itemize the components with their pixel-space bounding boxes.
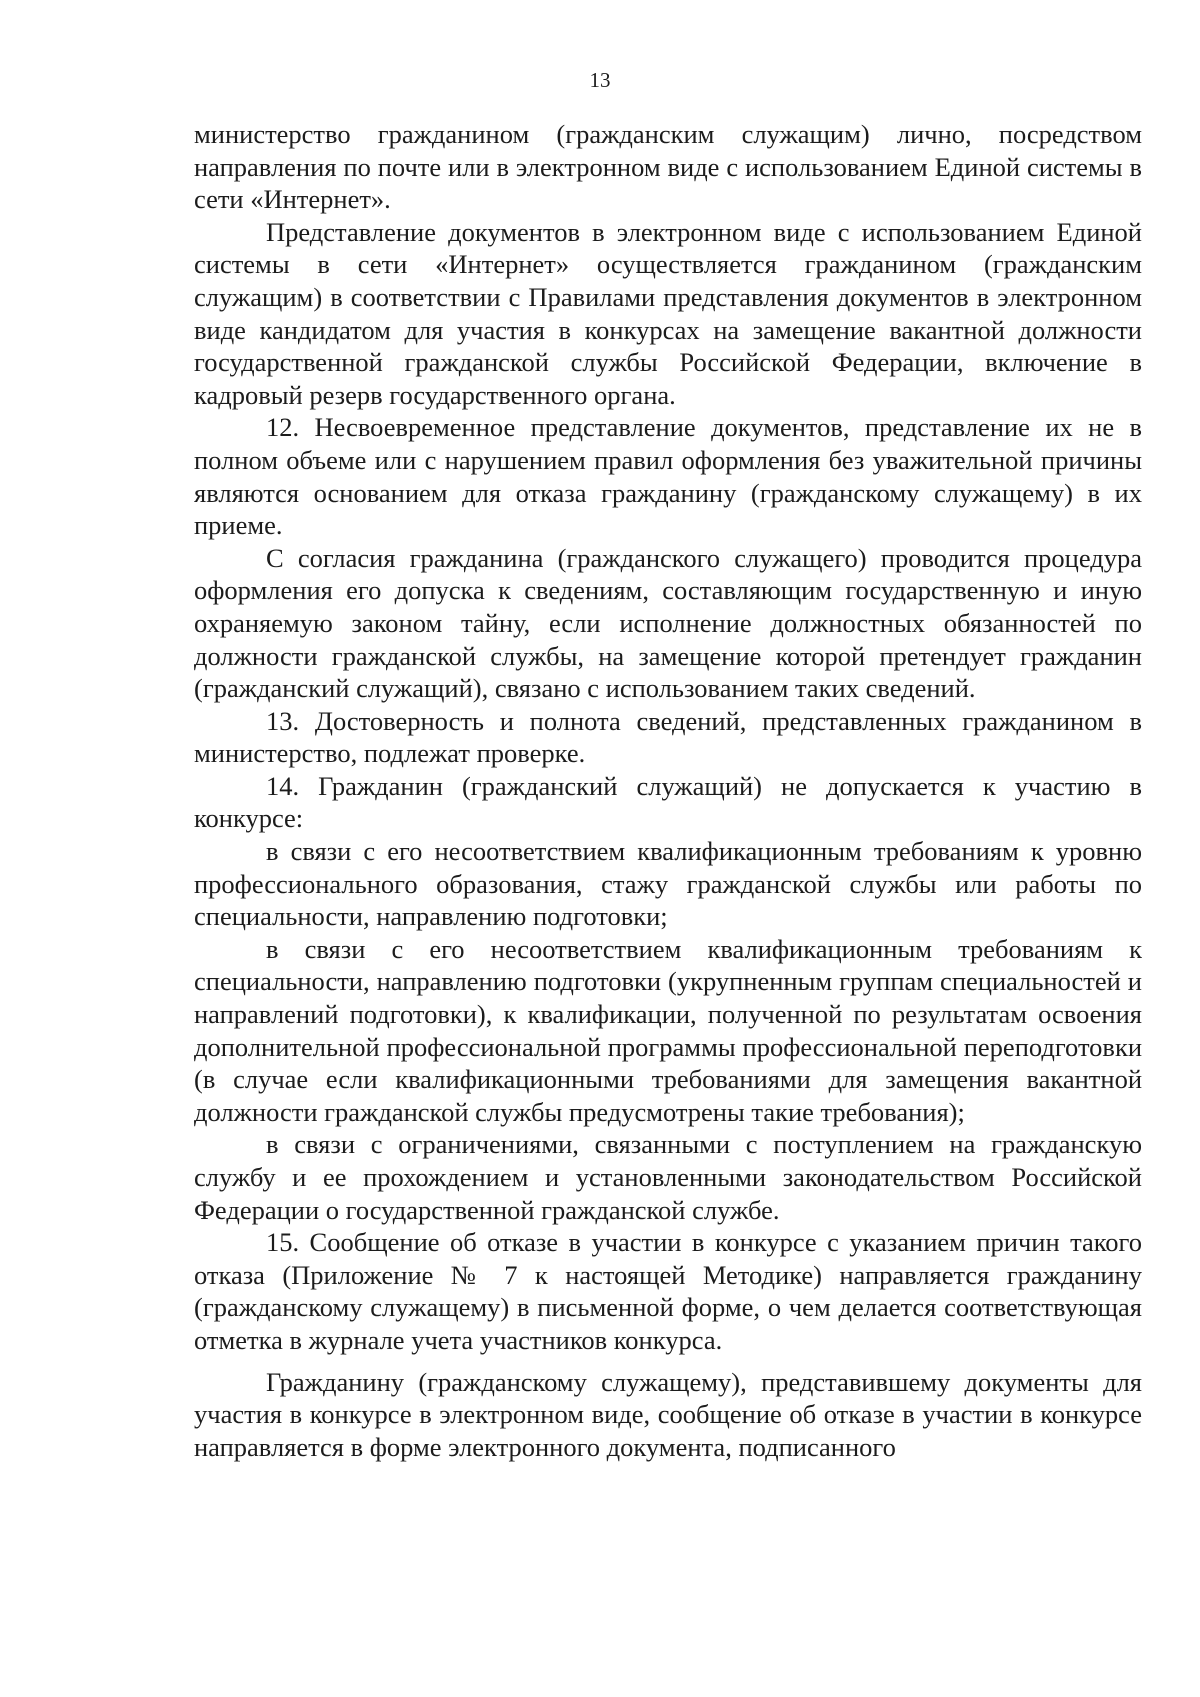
paragraph-item-12: 12. Несвоевременное представление документов, представление их не в полном объеме или с нарушением правил оформления без уважительной причины являются основанием для отказа гражданину (гражданскому служащему) в их приеме. — [194, 412, 1142, 541]
paragraph-item-14: 14. Гражданин (гражданский служащий) не допускается к участию в конкурсе: — [194, 770, 1142, 834]
paragraph-reason-education: в связи с его несоответствием квалификационным требованиям к уровню профессионального образования, стажу гражданской службы или работы по специальности, направлению подготовки; — [194, 836, 1142, 932]
paragraph-reason-specialty: в связи с его несоответствием квалификационным требованиям к специальности, направлению подготовки (укрупненным группам специальностей и направлений подготовки), к квалификации, полученной по результатам освоения дополнительной профессиональной программы профессиональной переподготовки (в случае если квалификационными требованиями для замещения вакантной должности гражданской службы предусмотрены такие требования); — [194, 933, 1142, 1127]
document-body — [194, 118, 1142, 1463]
paragraph-item-13: 13. Достоверность и полнота сведений, представленных гражданином в министерство, подлежат проверке. — [194, 705, 1142, 769]
paragraph-electronic-submission: Представление документов в электронном виде с использованием Единой системы в сети «Интернет» осуществляется гражданином (гражданским служащим) в соответствии с Правилами представления документов в электронном виде кандидатом для участия в конкурсах на замещение вакантной должности государственной гражданской службы Российской Федерации, включение в кадровый резерв государственного органа. — [194, 216, 1142, 410]
page-number: 13 — [589, 68, 611, 92]
paragraph-electronic-notice: Гражданину (гражданскому служащему), представившему документы для участия в конкурсе в электронном виде, сообщение об отказе в участии в конкурсе направляется в форме электронного документа, подписанного — [194, 1366, 1142, 1462]
paragraph-reason-restrictions: в связи с ограничениями, связанными с поступлением на гражданскую службу и ее прохождением и установленными законодательством Российской Федерации о государственной гражданской службе. — [194, 1129, 1142, 1225]
paragraph-item-15: 15. Сообщение об отказе в участии в конкурсе с указанием причин такого отказа (Приложение № 7 к настоящей Методике) направляется гражданину (гражданскому служащему) в письменной форме, о чем делается соответствующая отметка в журнале учета участников конкурса. — [194, 1227, 1142, 1355]
paragraph-secret-clearance: С согласия гражданина (гражданского служащего) проводится процедура оформления его допуска к сведениям, составляющим государственную и иную охраняемую законом тайну, если исполнение должностных обязанностей по должности гражданской службы, на замещение которой претендует гражданин (гражданский служащий), связано с использованием таких сведений. — [194, 542, 1142, 704]
paragraph-continuation: министерство гражданином (гражданским служащим) лично, посредством направления по почте или в электронном виде с использованием Единой системы в сети «Интернет». — [194, 119, 1142, 215]
